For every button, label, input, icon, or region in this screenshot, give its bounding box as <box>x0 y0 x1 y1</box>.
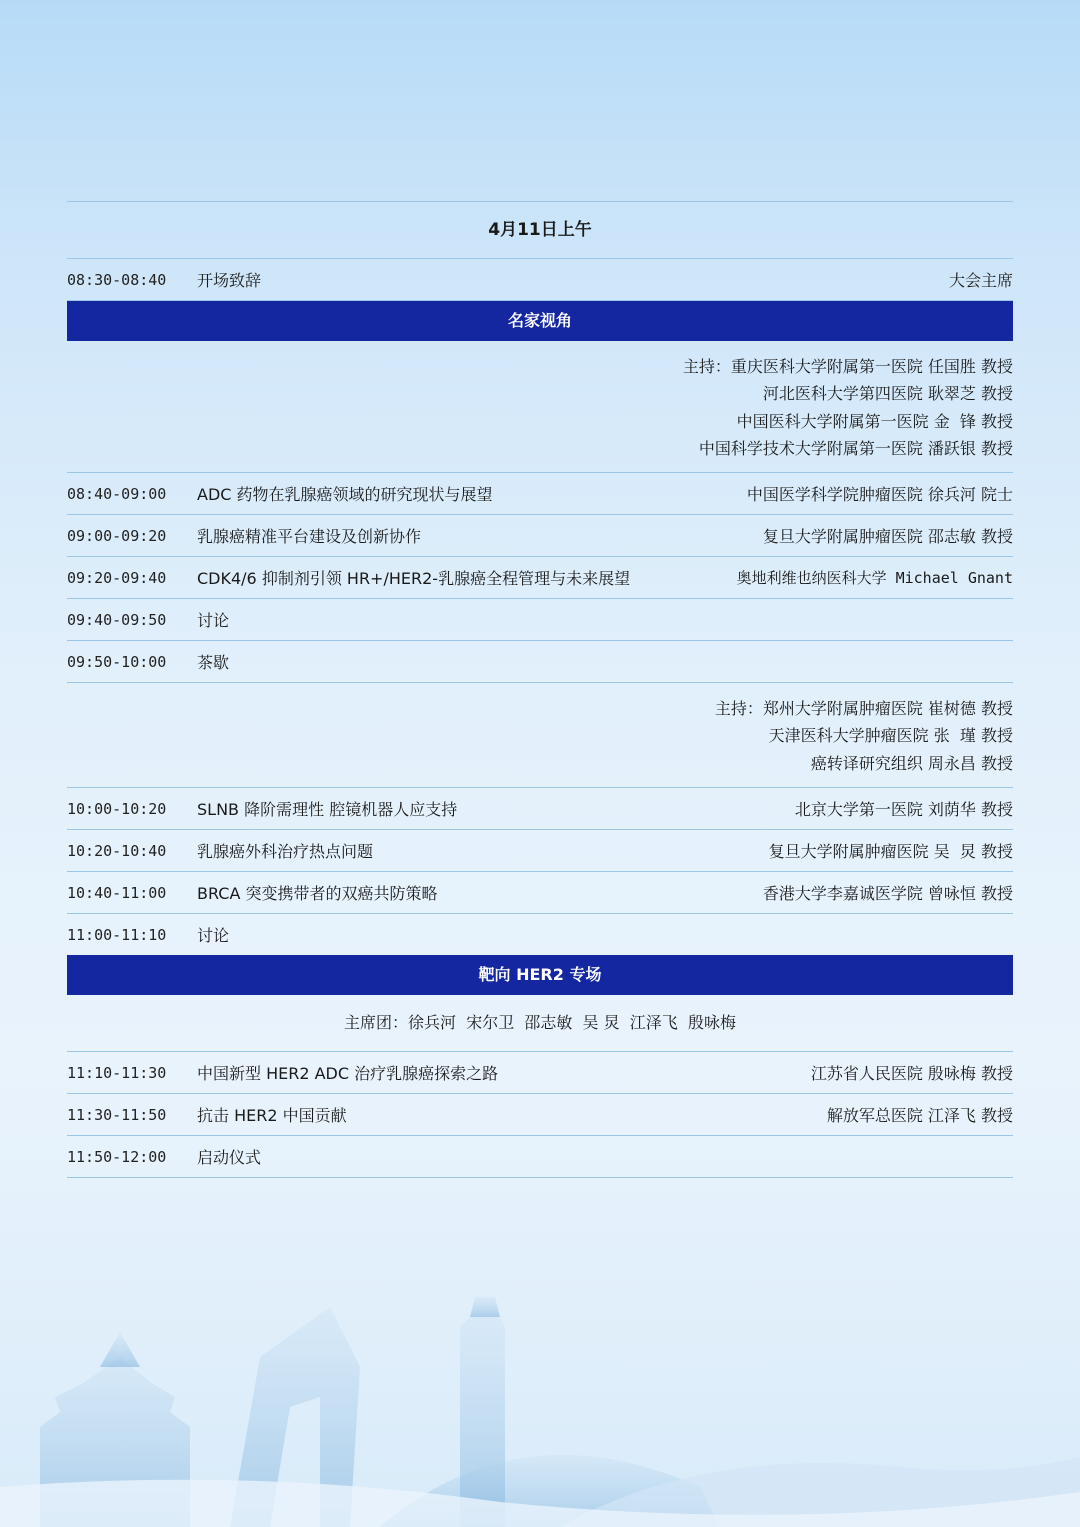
session-hosts <box>67 683 1013 788</box>
schedule-row <box>67 1052 1013 1094</box>
speaker-cell: 复旦大学附属肿瘤医院 邵志敏 教授 <box>762 527 1013 547</box>
topic-cell: 讨论 <box>197 926 230 946</box>
time-cell: 11:50-12:00 <box>67 1147 167 1166</box>
host-line: 癌转译研究组织 周永昌 教授 <box>810 753 1013 773</box>
speaker-cell: 中国医学科学院肿瘤医院 徐兵河 院士 <box>746 485 1013 505</box>
schedule-row <box>67 557 1013 599</box>
speaker-cell: 江苏省人民医院 殷咏梅 教授 <box>810 1064 1013 1084</box>
host-line: 河北医科大学第四医院 耿翠芝 教授 <box>762 384 1013 404</box>
time-cell: 08:30-08:40 <box>67 270 167 289</box>
schedule-row <box>67 788 1013 830</box>
time-cell: 09:40-09:50 <box>67 610 167 629</box>
schedule-row <box>67 515 1013 557</box>
host-line: 中国医科大学附属第一医院 金 锋 教授 <box>736 411 1013 431</box>
time-cell: 11:10-11:30 <box>67 1063 167 1082</box>
chair-panel: 主席团：徐兵河 宋尔卫 邵志敏 吴 炅 江泽飞 殷咏梅 <box>67 995 1013 1052</box>
host-line: 主持：重庆医科大学附属第一医院 任国胜 教授 <box>682 357 1013 376</box>
time-cell: 10:00-10:20 <box>67 799 167 818</box>
day-title: 4月11日上午 <box>488 220 592 240</box>
topic-cell: 乳腺癌外科治疗热点问题 <box>197 842 374 862</box>
time-cell: 09:50-10:00 <box>67 652 167 671</box>
topic-cell: 抗击 HER2 中国贡献 <box>197 1106 347 1126</box>
topic-cell: 乳腺癌精准平台建设及创新协作 <box>197 527 422 547</box>
topic-cell: 茶歇 <box>197 653 230 673</box>
time-cell: 09:00-09:20 <box>67 526 167 545</box>
topic-cell: SLNB 降阶需理性 腔镜机器人应支持 <box>197 800 458 820</box>
host-line: 天津医科大学肿瘤医院 张 瑾 教授 <box>768 726 1013 746</box>
schedule-row <box>67 830 1013 872</box>
time-cell: 11:30-11:50 <box>67 1105 167 1124</box>
topic-cell: 讨论 <box>197 611 230 631</box>
speaker-cell: 奥地利维也纳医科大学 Michael Gnant <box>736 569 1013 588</box>
time-cell: 10:40-11:00 <box>67 883 167 902</box>
time-cell: 08:40-09:00 <box>67 484 167 503</box>
schedule-row <box>67 473 1013 515</box>
skyline-illustration <box>0 1287 1080 1527</box>
schedule-table <box>67 201 1013 1178</box>
schedule-row <box>67 259 1013 301</box>
schedule-row <box>67 872 1013 914</box>
session-header-celebrity-view: 名家视角 <box>67 301 1013 341</box>
topic-cell: CDK4/6 抑制剂引领 HR+/HER2-乳腺癌全程管理与未来展望 <box>197 569 631 589</box>
speaker-cell: 大会主席 <box>948 271 1013 290</box>
topic-cell: ADC 药物在乳腺癌领域的研究现状与展望 <box>197 485 493 505</box>
topic-cell: 中国新型 HER2 ADC 治疗乳腺癌探索之路 <box>197 1064 499 1084</box>
speaker-cell: 北京大学第一医院 刘荫华 教授 <box>794 800 1013 820</box>
time-cell: 10:20-10:40 <box>67 841 167 860</box>
topic-cell: BRCA 突变携带者的双癌共防策略 <box>197 884 438 904</box>
schedule-row <box>67 1094 1013 1136</box>
schedule-row <box>67 1136 1013 1178</box>
speaker-cell: 香港大学李嘉诚医学院 曾咏恒 教授 <box>762 884 1013 904</box>
host-line: 中国科学技术大学附属第一医院 潘跃银 教授 <box>698 438 1013 458</box>
host-line: 主持：郑州大学附属肿瘤医院 崔树德 教授 <box>714 699 1013 719</box>
session-header-her2: 靶向 HER2 专场 <box>67 955 1013 995</box>
schedule-row <box>67 641 1013 683</box>
time-cell: 11:00-11:10 <box>67 925 167 944</box>
time-cell: 09:20-09:40 <box>67 568 167 587</box>
schedule-row <box>67 914 1013 955</box>
speaker-cell: 解放军总医院 江泽飞 教授 <box>826 1106 1013 1126</box>
speaker-cell: 复旦大学附属肿瘤医院 吴 炅 教授 <box>768 842 1013 862</box>
topic-cell: 启动仪式 <box>197 1148 262 1168</box>
session-hosts <box>67 341 1013 473</box>
topic-cell: 开场致辞 <box>197 271 262 290</box>
schedule-row <box>67 599 1013 641</box>
